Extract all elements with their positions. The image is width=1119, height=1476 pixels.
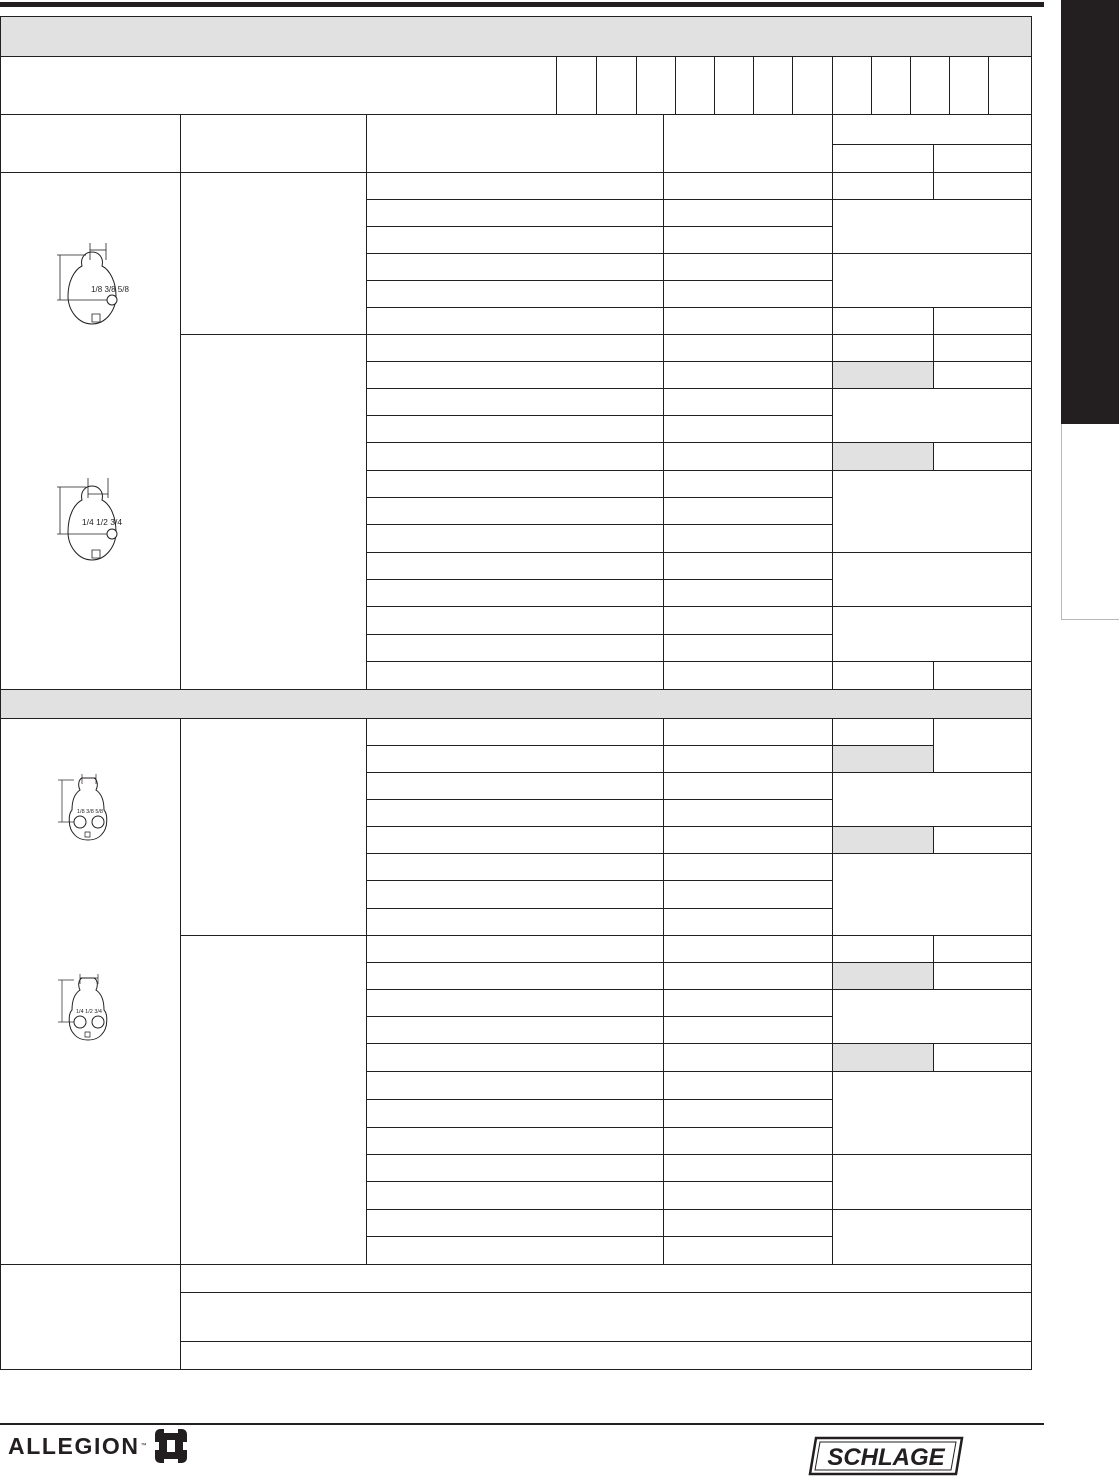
table-row — [366, 361, 664, 389]
table-row — [832, 989, 1032, 1044]
table-row — [366, 853, 664, 881]
spec-column-cell — [792, 56, 833, 115]
table-row — [933, 935, 1032, 963]
table-row — [832, 962, 934, 990]
table-row — [663, 388, 833, 416]
table-row — [663, 1071, 833, 1100]
allegion-mark-icon — [153, 1427, 189, 1465]
table-row — [663, 1181, 833, 1210]
table-row — [663, 772, 833, 800]
table-row — [663, 1236, 833, 1265]
table-row — [663, 880, 833, 909]
table-row — [663, 579, 833, 607]
table-row — [933, 334, 1032, 362]
table-row — [832, 172, 934, 200]
trademark-mark: ™ — [140, 1443, 147, 1449]
table-row — [366, 1236, 664, 1265]
table-row — [663, 718, 833, 746]
table-row — [366, 1209, 664, 1237]
table-row — [832, 718, 934, 746]
table-row — [366, 989, 664, 1017]
table-row — [663, 280, 833, 308]
table-row — [366, 388, 664, 416]
table-row — [366, 908, 664, 936]
table-row — [832, 361, 934, 389]
table-row — [366, 661, 664, 690]
table-row — [663, 552, 833, 580]
section-tab — [1061, 0, 1119, 424]
table-row — [832, 935, 934, 963]
table-row — [366, 470, 664, 498]
table-row — [663, 1209, 833, 1237]
table-row — [366, 1181, 664, 1210]
table-row — [366, 745, 664, 773]
table-row — [366, 442, 664, 471]
table-row — [663, 442, 833, 471]
table-row — [663, 226, 833, 254]
spec-column-cell — [753, 56, 793, 115]
table-row — [366, 606, 664, 635]
notes-row — [180, 1292, 1032, 1342]
table-row — [366, 1154, 664, 1182]
table-row — [663, 989, 833, 1017]
spec-column-cell — [596, 56, 637, 115]
table-row — [663, 935, 833, 963]
table-row — [663, 661, 833, 690]
spec-column-cell — [988, 56, 1032, 115]
spec-column-cell — [636, 56, 676, 115]
table-row — [832, 1043, 934, 1072]
group-cell — [180, 935, 367, 1265]
table-row — [366, 772, 664, 800]
table-row — [366, 1043, 664, 1072]
table-row — [366, 415, 664, 443]
notes-row — [180, 1264, 1032, 1293]
schlage-wordmark: SCHLAGE — [827, 1444, 945, 1471]
column-header — [663, 114, 833, 173]
table-row — [933, 661, 1032, 690]
table-row — [366, 524, 664, 553]
notes-row — [180, 1341, 1032, 1370]
column-subheader — [832, 144, 934, 173]
table-row — [933, 826, 1032, 854]
table-row — [832, 1209, 1032, 1265]
table-row — [663, 307, 833, 335]
table-row — [366, 1099, 664, 1128]
notes-label-cell — [0, 1264, 181, 1370]
table-row — [933, 172, 1032, 200]
table-row — [832, 388, 1032, 443]
column-header — [366, 114, 664, 173]
table-row — [933, 361, 1032, 389]
group-cell — [180, 334, 367, 690]
table-row — [663, 1016, 833, 1044]
table-row — [832, 552, 1032, 607]
group-cell — [180, 172, 367, 335]
table-row — [832, 772, 1032, 827]
allegion-wordmark: ALLEGION — [8, 1432, 140, 1459]
table-row — [832, 199, 1032, 254]
column-header-group — [832, 114, 1032, 145]
table-row — [933, 962, 1032, 990]
table-row — [663, 172, 833, 200]
table-row — [832, 853, 1032, 936]
table-row — [663, 497, 833, 525]
table-row — [832, 606, 1032, 662]
spec-column-cell — [949, 56, 989, 115]
table-row — [663, 634, 833, 662]
key3-depth-label: 1/8 3/8 5/8 — [77, 809, 103, 815]
table-row — [366, 307, 664, 335]
spec-column-cell — [910, 56, 950, 115]
section-tab-outline — [1061, 424, 1119, 620]
table-row — [663, 361, 833, 389]
spec-column-cell — [675, 56, 715, 115]
table-row — [933, 1043, 1032, 1072]
table-row — [832, 307, 934, 335]
spec-header-cell — [0, 56, 557, 115]
allegion-logo — [8, 1426, 189, 1466]
table-row — [366, 172, 664, 200]
table-row — [663, 826, 833, 854]
table-row — [366, 579, 664, 607]
table-row — [366, 226, 664, 254]
table-row — [663, 524, 833, 553]
table-row — [366, 552, 664, 580]
table-row — [366, 799, 664, 827]
table-row — [663, 799, 833, 827]
table-row — [663, 253, 833, 281]
table-row — [663, 1154, 833, 1182]
table-row — [366, 1071, 664, 1100]
key-diagram-4 — [54, 970, 120, 1044]
table-row — [366, 280, 664, 308]
schlage-logo — [806, 1436, 966, 1476]
table-row — [366, 199, 664, 227]
table-row — [832, 253, 1032, 308]
table-row — [366, 1016, 664, 1044]
key1-depth-label: 1/8 3/8 5/8 — [91, 285, 129, 294]
column-subheader — [933, 144, 1032, 173]
table-row — [366, 253, 664, 281]
spec-column-cell — [871, 56, 911, 115]
table-row — [663, 853, 833, 881]
table-row — [663, 470, 833, 498]
group-cell — [180, 718, 367, 936]
table-row — [366, 634, 664, 662]
table-row — [663, 1043, 833, 1072]
key-diagram-3 — [54, 770, 120, 844]
key-diagram-1 — [52, 240, 132, 326]
table-row — [832, 1154, 1032, 1210]
section-band — [0, 689, 1032, 719]
table-row — [366, 334, 664, 362]
spec-column-cell — [556, 56, 597, 115]
table-row — [832, 745, 934, 773]
table-row — [366, 962, 664, 990]
top-rule — [0, 2, 1044, 7]
table-row — [663, 606, 833, 635]
table-row — [832, 334, 934, 362]
table-row — [663, 745, 833, 773]
table-row — [832, 442, 934, 471]
table-row — [663, 334, 833, 362]
spec-column-cell — [714, 56, 754, 115]
table-row — [832, 470, 1032, 553]
table-row — [832, 1071, 1032, 1155]
table-row — [366, 880, 664, 909]
table-row — [366, 935, 664, 963]
column-header — [180, 114, 367, 173]
table-row — [366, 497, 664, 525]
table-row — [663, 199, 833, 227]
table-row — [366, 718, 664, 746]
table-row — [663, 415, 833, 443]
table-row — [663, 1127, 833, 1155]
table-row — [832, 826, 934, 854]
table-row — [933, 442, 1032, 471]
table-row — [933, 307, 1032, 335]
key2-depth-label: 1/4 1/2 3/4 — [81, 517, 123, 527]
table-row — [663, 908, 833, 936]
table-row — [933, 718, 1032, 773]
table-row — [366, 1127, 664, 1155]
table-row — [366, 826, 664, 854]
footer-rule — [0, 1423, 1044, 1425]
table-row — [663, 962, 833, 990]
table-row — [832, 661, 934, 690]
spec-column-cell — [832, 56, 872, 115]
key-diagram-2 — [52, 474, 132, 564]
column-header — [0, 114, 181, 173]
table-title-band — [0, 16, 1032, 57]
table-row — [663, 1099, 833, 1128]
key4-depth-label: 1/4 1/2 3/4 — [76, 1009, 102, 1015]
